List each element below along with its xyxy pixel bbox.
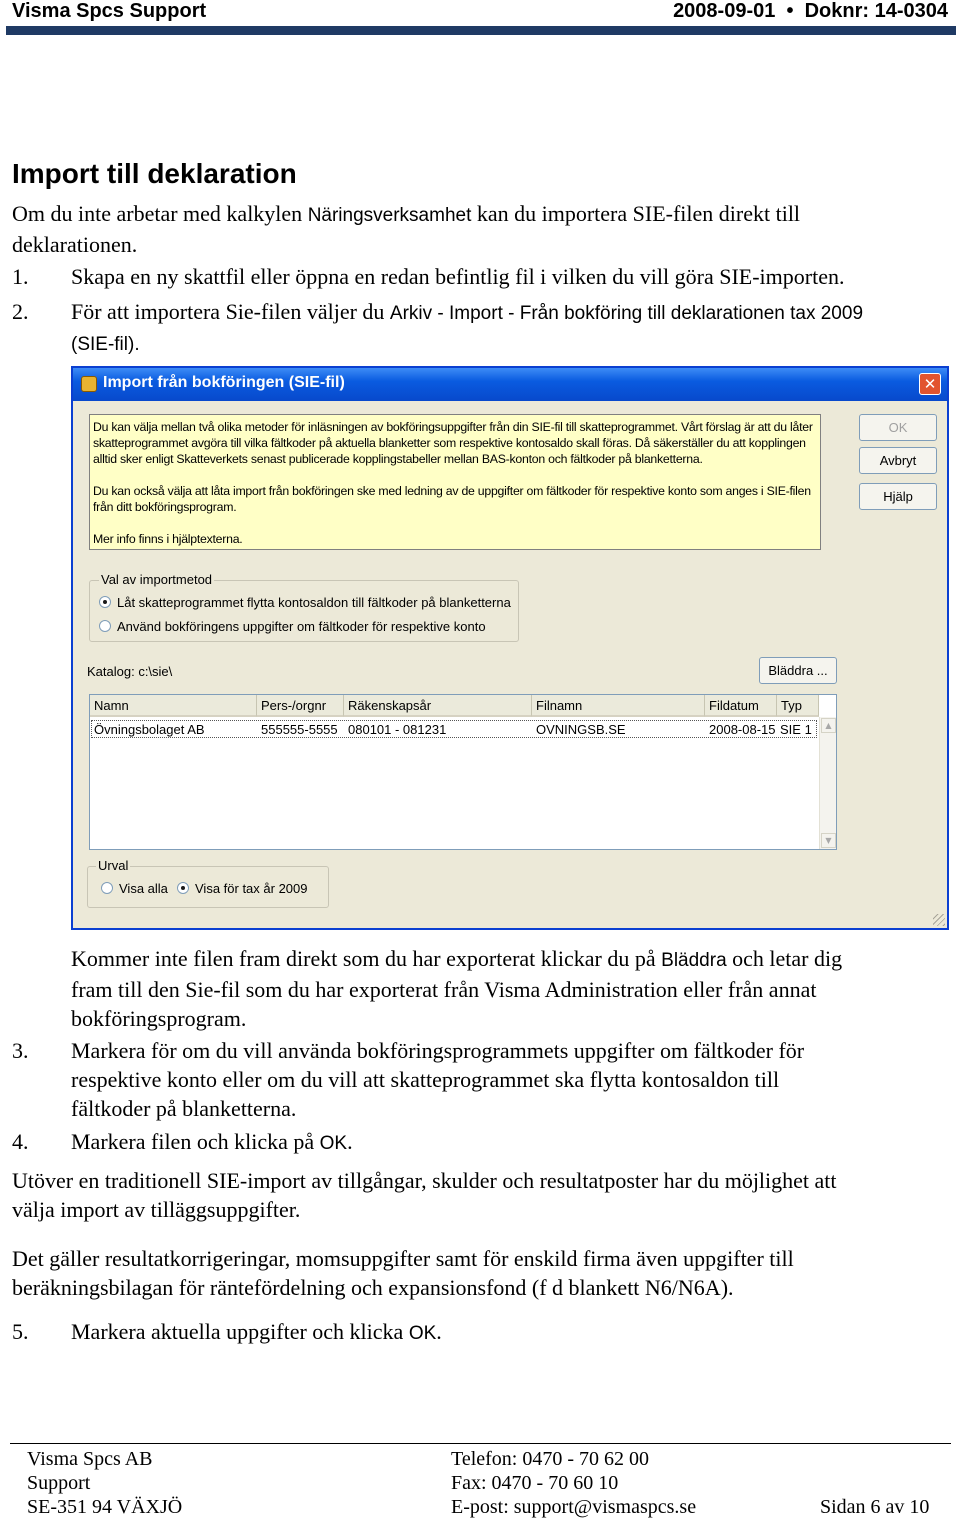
dialog-title: Import från bokföringen (SIE-fil) [103, 374, 345, 391]
column-header-type[interactable]: Typ [777, 695, 819, 717]
info-paragraph-1: Du kan välja mellan två olika metoder för inläsningen av bokföringsuppgifter från din SIE-fil till skatteprogrammet. Vårt förslag är att du låter skatteprogrammet avgöra till vilka fältkoder på aktuella blanketter som respektive kontosaldo skall föras. Då säkerställer du att kopplingen alltid sker enligt Skatteverkets senast publicerade kopplingstabeller mellan BAS-konton och fältkoder på blanketterna. [93, 420, 813, 466]
step-1-text: Skapa en ny skattfil eller öppna en redan befintlig fil i vilken du vill göra SIE-importen. [71, 264, 845, 289]
step-4-number: 4. [12, 1129, 29, 1154]
column-header-name[interactable]: Namn [90, 695, 257, 717]
radio-method-bookkeeping[interactable]: Använd bokföringens uppgifter om fältkoder för respektive konto [99, 619, 486, 634]
step-3-text: Markera för om du vill använda bokföringsprogrammets uppgifter om fältkoder för respektive konto eller om du vill att skatteprogrammet ska flytta kontosaldon till fältkoder på blanketterna. [71, 1038, 805, 1121]
cell-type: SIE 1 [780, 722, 812, 737]
column-header-fiscal-year[interactable]: Räkenskapsår [344, 695, 532, 717]
menu-path: Arkiv - Import - Från bokföring till deklarationen tax 2009 [389, 303, 864, 324]
import-method-title: Val av importmetod [101, 572, 213, 587]
file-list[interactable] [89, 694, 837, 850]
cancel-button[interactable]: Avbryt [859, 447, 937, 474]
cell-filedate: 2008-08-15 [709, 722, 776, 737]
header-company: Visma Spcs Support [12, 0, 207, 22]
radio-dot[interactable] [101, 882, 113, 894]
filter-title: Urval [98, 858, 129, 873]
radio-show-tax-year[interactable]: Visa för tax år 2009 [177, 881, 308, 896]
page-number: Sidan 6 av 10 [820, 1496, 930, 1518]
extra-import-paragraph: Utöver en traditionell SIE-import av tillgångar, skulder och resultatposter har du möjlighet att välja import av tilläggsuppgifter. [12, 1168, 837, 1222]
column-header-filedate[interactable]: Fildatum [705, 695, 777, 717]
cell-name: Övningsbolaget AB [94, 722, 205, 737]
info-paragraph-3: Mer info finns i hjälptexterna. [93, 532, 243, 546]
close-icon[interactable]: ✕ [919, 373, 941, 395]
catalog-label: Katalog: c:\sie\ [87, 664, 173, 679]
browse-button[interactable]: Bläddra ... [759, 657, 837, 684]
cell-fiscal-year: 080101 - 081231 [348, 722, 447, 737]
step-5-number: 5. [12, 1319, 29, 1344]
footer-rule [10, 1443, 951, 1444]
radio-dot[interactable] [99, 620, 111, 632]
footer-contact: Telefon: 0470 - 70 62 00 Fax: 0470 - 70 60 10 E-post: support@vismaspcs.se [451, 1448, 697, 1518]
cell-filename: OVNINGSB.SE [536, 722, 626, 737]
app-icon [81, 376, 97, 392]
page-header [8, 0, 956, 26]
step-3-number: 3. [12, 1038, 29, 1063]
cell-orgnr: 555555-5555 [261, 722, 338, 737]
header-rule [6, 26, 956, 35]
radio-show-all[interactable]: Visa alla [101, 881, 168, 896]
resize-grip-icon[interactable] [933, 914, 945, 926]
footer-company: Visma Spcs AB Support SE-351 94 VÄXJÖ [27, 1448, 183, 1518]
step-5-text: Markera aktuella uppgifter och klicka OK. [71, 1319, 442, 1344]
step-1-number: 1. [12, 264, 29, 289]
step-4-text: Markera filen och klicka på OK. [71, 1129, 353, 1154]
ok-button[interactable]: OK [859, 414, 937, 441]
step-2-number: 2. [12, 299, 29, 324]
list-scrollbar[interactable] [819, 717, 836, 849]
intro-term: Näringsverksamhet [307, 205, 472, 226]
import-dialog [71, 366, 949, 930]
scroll-up-icon[interactable]: ▲ [821, 718, 836, 733]
scroll-down-icon[interactable]: ▼ [821, 833, 836, 848]
radio-dot-selected[interactable] [177, 882, 189, 894]
browse-term: Bläddra [661, 950, 727, 971]
column-header-filename[interactable]: Filnamn [532, 695, 705, 717]
intro-paragraph: Om du inte arbetar med kalkylen Näringsverksamhet kan du importera SIE-filen direkt till deklarationen. [12, 201, 801, 257]
section-heading: Import till deklaration [12, 158, 297, 189]
browse-instructions: Kommer inte filen fram direkt som du har exporterat klickar du på Bläddra och letar dig fram till den Sie-fil som du har exporterat från Visma Administration eller från annat bokföringsprogram. [71, 946, 843, 1031]
details-paragraph: Det gäller resultatkorrigeringar, momsuppgifter samt för enskild firma även uppgifter till beräkningsbilagan för räntefördelning och expansionsfond (f d blankett N6/N6A). [12, 1246, 794, 1300]
info-paragraph-2: Du kan också välja att låta import från bokföringen ske med ledning av de uppgifter om fältkoder för respektive konto som anges i SIE-filen från ditt bokföringsprogram. [93, 484, 811, 514]
dialog-titlebar [73, 368, 947, 401]
header-date-docnr: 2008-09-01 • Doknr: 14-0304 [673, 0, 948, 22]
radio-dot-selected[interactable] [99, 596, 111, 608]
radio-method-program[interactable]: Låt skatteprogrammet flytta kontosaldon till fältkoder på blanketterna [99, 595, 511, 610]
info-box [89, 414, 821, 550]
step-2-text: För att importera Sie-filen väljer du Arkiv - Import - Från bokföring till deklarationen tax 2009 (SIE-fil). [71, 299, 864, 355]
column-header-orgnr[interactable]: Pers-/orgnr [257, 695, 344, 717]
help-button[interactable]: Hjälp [859, 483, 937, 510]
